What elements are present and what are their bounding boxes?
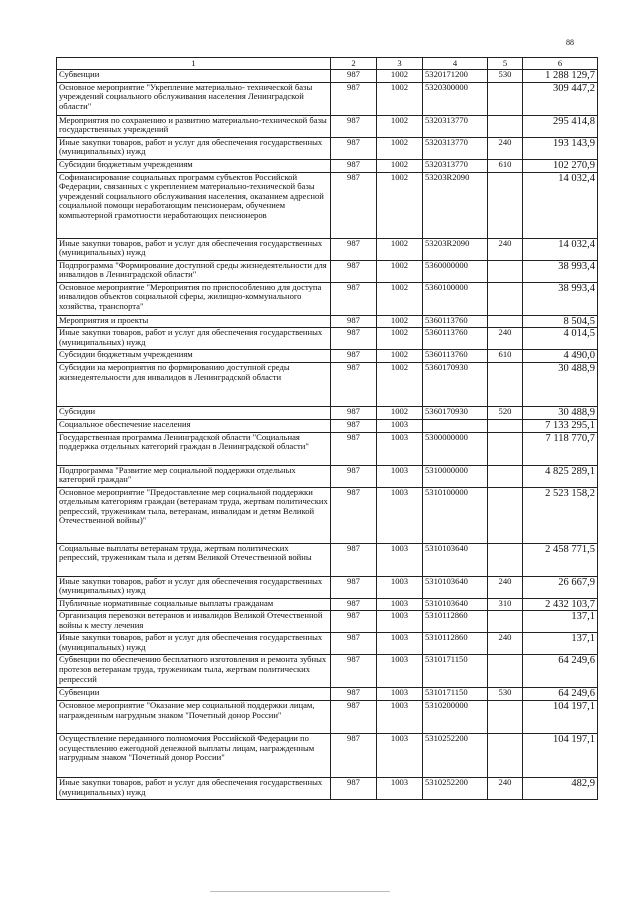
row-code-grbs-cell: 987 xyxy=(331,350,377,363)
row-expense-type-cell: 240 xyxy=(488,137,523,159)
row-name-cell: Субвенции xyxy=(57,70,331,83)
row-target-article-cell: 5310200000 xyxy=(423,701,488,734)
row-section-cell: 1003 xyxy=(377,611,423,633)
row-expense-type-cell xyxy=(488,363,523,407)
row-amount-cell: 102 270,9 xyxy=(523,159,598,172)
row-section-cell: 1002 xyxy=(377,350,423,363)
row-code-grbs-cell: 987 xyxy=(331,576,377,598)
table-row xyxy=(57,543,598,576)
row-name-cell: Субсидии xyxy=(57,407,331,420)
row-name-cell: Мероприятия по сохранению и развитию материально-технической базы государственных учреждений xyxy=(57,115,331,137)
row-expense-type-cell: 240 xyxy=(488,328,523,350)
page-number: 88 xyxy=(566,38,574,47)
row-target-article-cell: 5320300000 xyxy=(423,82,488,115)
row-target-article-cell xyxy=(423,419,488,432)
row-section-cell: 1003 xyxy=(377,487,423,543)
row-section-cell: 1003 xyxy=(377,465,423,487)
row-section-cell: 1003 xyxy=(377,576,423,598)
row-section-cell: 1003 xyxy=(377,655,423,688)
row-target-article-cell: 5310252200 xyxy=(423,734,488,778)
row-expense-type-cell xyxy=(488,82,523,115)
table-row xyxy=(57,363,598,407)
row-section-cell: 1002 xyxy=(377,82,423,115)
row-name-cell: Иные закупки товаров, работ и услуг для обеспечения государственных (муниципальных) нужд xyxy=(57,328,331,350)
row-name-cell: Публичные нормативные социальные выплаты гражданам xyxy=(57,598,331,611)
row-target-article-cell: 5320313770 xyxy=(423,137,488,159)
row-expense-type-cell xyxy=(488,172,523,238)
row-section-cell: 1003 xyxy=(377,778,423,800)
row-expense-type-cell: 520 xyxy=(488,407,523,420)
row-amount-cell: 137,1 xyxy=(523,633,598,655)
table-row xyxy=(57,419,598,432)
table-row xyxy=(57,172,598,238)
row-name-cell: Иные закупки товаров, работ и услуг для обеспечения государственных (муниципальных) нужд xyxy=(57,778,331,800)
row-section-cell: 1003 xyxy=(377,633,423,655)
table-row xyxy=(57,778,598,800)
row-amount-cell: 193 143,9 xyxy=(523,137,598,159)
row-expense-type-cell xyxy=(488,315,523,328)
row-amount-cell: 4 490,0 xyxy=(523,350,598,363)
column-header: 4 xyxy=(423,58,488,70)
row-section-cell: 1002 xyxy=(377,363,423,407)
table-row xyxy=(57,260,598,282)
table-row xyxy=(57,701,598,734)
row-code-grbs-cell: 987 xyxy=(331,172,377,238)
table-row xyxy=(57,238,598,260)
row-code-grbs-cell: 987 xyxy=(331,778,377,800)
row-code-grbs-cell: 987 xyxy=(331,159,377,172)
row-section-cell: 1002 xyxy=(377,407,423,420)
row-amount-cell: 309 447,2 xyxy=(523,82,598,115)
table-row xyxy=(57,82,598,115)
row-code-grbs-cell: 987 xyxy=(331,598,377,611)
row-amount-cell: 295 414,8 xyxy=(523,115,598,137)
table-row xyxy=(57,465,598,487)
row-amount-cell: 38 993,4 xyxy=(523,282,598,315)
row-expense-type-cell: 240 xyxy=(488,238,523,260)
column-header: 1 xyxy=(57,58,331,70)
row-code-grbs-cell: 987 xyxy=(331,611,377,633)
row-expense-type-cell: 240 xyxy=(488,778,523,800)
row-code-grbs-cell: 987 xyxy=(331,407,377,420)
row-section-cell: 1002 xyxy=(377,260,423,282)
row-amount-cell: 482,9 xyxy=(523,778,598,800)
row-target-article-cell: 5360170930 xyxy=(423,407,488,420)
row-section-cell: 1002 xyxy=(377,70,423,83)
row-code-grbs-cell: 987 xyxy=(331,115,377,137)
row-section-cell: 1002 xyxy=(377,137,423,159)
row-section-cell: 1003 xyxy=(377,688,423,701)
row-expense-type-cell xyxy=(488,655,523,688)
row-code-grbs-cell: 987 xyxy=(331,70,377,83)
row-amount-cell: 14 032,4 xyxy=(523,172,598,238)
table-row xyxy=(57,633,598,655)
row-code-grbs-cell: 987 xyxy=(331,282,377,315)
row-name-cell: Субвенции xyxy=(57,688,331,701)
row-code-grbs-cell: 987 xyxy=(331,487,377,543)
row-target-article-cell: 5310252200 xyxy=(423,778,488,800)
row-expense-type-cell: 610 xyxy=(488,159,523,172)
row-name-cell: Субсидии на мероприятия по формированию доступной среды жизнедеятельности для инвалидов в Ленинградской области xyxy=(57,363,331,407)
row-name-cell: Основное мероприятие "Мероприятия по приспособлению для доступа инвалидов объектов социальной сферы, жилищно-коммунального хозяйства, транспорта" xyxy=(57,282,331,315)
table-row xyxy=(57,137,598,159)
table-body xyxy=(57,70,598,800)
row-amount-cell: 4 825 289,1 xyxy=(523,465,598,487)
row-code-grbs-cell: 987 xyxy=(331,419,377,432)
row-expense-type-cell xyxy=(488,701,523,734)
row-section-cell: 1003 xyxy=(377,419,423,432)
row-amount-cell: 64 249,6 xyxy=(523,688,598,701)
row-section-cell: 1002 xyxy=(377,282,423,315)
row-amount-cell: 2 432 103,7 xyxy=(523,598,598,611)
row-code-grbs-cell: 987 xyxy=(331,543,377,576)
row-target-article-cell: 53203R2090 xyxy=(423,172,488,238)
table-row xyxy=(57,688,598,701)
row-amount-cell: 4 014,5 xyxy=(523,328,598,350)
row-expense-type-cell xyxy=(488,543,523,576)
table-row xyxy=(57,315,598,328)
table-row xyxy=(57,159,598,172)
row-amount-cell: 14 032,4 xyxy=(523,238,598,260)
row-expense-type-cell xyxy=(488,115,523,137)
row-name-cell: Субвенции по обеспечению бесплатного изготовления и ремонта зубных протезов ветеранам труда, труженикам тыла, жертвам политических репрессий xyxy=(57,655,331,688)
row-section-cell: 1003 xyxy=(377,598,423,611)
row-target-article-cell: 5360113760 xyxy=(423,315,488,328)
row-section-cell: 1002 xyxy=(377,328,423,350)
row-expense-type-cell xyxy=(488,260,523,282)
row-expense-type-cell: 530 xyxy=(488,70,523,83)
row-target-article-cell: 5310112860 xyxy=(423,611,488,633)
row-code-grbs-cell: 987 xyxy=(331,688,377,701)
table-row xyxy=(57,734,598,778)
row-expense-type-cell xyxy=(488,282,523,315)
row-expense-type-cell xyxy=(488,487,523,543)
row-target-article-cell: 5360113760 xyxy=(423,350,488,363)
row-amount-cell: 104 197,1 xyxy=(523,701,598,734)
row-section-cell: 1003 xyxy=(377,701,423,734)
row-amount-cell: 2 523 158,2 xyxy=(523,487,598,543)
row-code-grbs-cell: 987 xyxy=(331,734,377,778)
row-code-grbs-cell: 987 xyxy=(331,363,377,407)
row-amount-cell: 30 488,9 xyxy=(523,363,598,407)
row-section-cell: 1002 xyxy=(377,115,423,137)
table-row xyxy=(57,611,598,633)
row-amount-cell: 64 249,6 xyxy=(523,655,598,688)
row-section-cell: 1003 xyxy=(377,543,423,576)
row-section-cell: 1003 xyxy=(377,432,423,465)
row-amount-cell: 30 488,9 xyxy=(523,407,598,420)
row-expense-type-cell: 240 xyxy=(488,633,523,655)
table-row xyxy=(57,487,598,543)
row-target-article-cell: 5320313770 xyxy=(423,159,488,172)
row-amount-cell: 7 118 770,7 xyxy=(523,432,598,465)
row-name-cell: Социальные выплаты ветеранам труда, жертвам политических репрессий, труженикам тыла и детям Великой Отечественной войны xyxy=(57,543,331,576)
row-target-article-cell: 5320171200 xyxy=(423,70,488,83)
row-expense-type-cell: 610 xyxy=(488,350,523,363)
row-code-grbs-cell: 987 xyxy=(331,82,377,115)
scan-artifact-line xyxy=(210,891,390,892)
row-target-article-cell: 5310112860 xyxy=(423,633,488,655)
row-code-grbs-cell: 987 xyxy=(331,655,377,688)
row-amount-cell: 137,1 xyxy=(523,611,598,633)
row-expense-type-cell: 240 xyxy=(488,576,523,598)
header-row xyxy=(57,58,598,70)
row-expense-type-cell xyxy=(488,734,523,778)
row-target-article-cell: 5310000000 xyxy=(423,465,488,487)
row-section-cell: 1002 xyxy=(377,159,423,172)
row-target-article-cell: 5310171150 xyxy=(423,655,488,688)
row-amount-cell: 26 667,9 xyxy=(523,576,598,598)
row-name-cell: Основное мероприятие "Укрепление материально- технической базы учреждений социального обслуживания населения Ленинградской области" xyxy=(57,82,331,115)
row-target-article-cell: 5310103640 xyxy=(423,598,488,611)
row-target-article-cell: 5360000000 xyxy=(423,260,488,282)
row-code-grbs-cell: 987 xyxy=(331,238,377,260)
row-name-cell: Иные закупки товаров, работ и услуг для обеспечения государственных (муниципальных) нужд xyxy=(57,238,331,260)
table-row xyxy=(57,115,598,137)
row-name-cell: Субсидии бюджетным учреждениям xyxy=(57,350,331,363)
row-name-cell: Софинансирование социальных программ субъектов Российской Федерации, связанных с укреплением материально-технической базы учреждений социального обслуживания населения, оказанием адресной социальной помощи неработающим пенсионерам, обучением компьютерной грамотности неработающих пенсионеров xyxy=(57,172,331,238)
row-code-grbs-cell: 987 xyxy=(331,137,377,159)
row-code-grbs-cell: 987 xyxy=(331,328,377,350)
row-name-cell: Субсидии бюджетным учреждениям xyxy=(57,159,331,172)
row-section-cell: 1003 xyxy=(377,734,423,778)
row-name-cell: Мероприятия и проекты xyxy=(57,315,331,328)
row-name-cell: Организация перевозки ветеранов и инвалидов Великой Отечественной войны к месту лечения xyxy=(57,611,331,633)
table-row xyxy=(57,432,598,465)
row-name-cell: Подпрограмма "Развитие мер социальной поддержки отдельных категорий граждан" xyxy=(57,465,331,487)
row-expense-type-cell xyxy=(488,465,523,487)
row-name-cell: Основное мероприятие "Оказание мер социальной поддержки лицам, награжденным нагрудным знаком "Почетный донор России" xyxy=(57,701,331,734)
table-row xyxy=(57,598,598,611)
row-name-cell: Подпрограмма "Формирование доступной среды жизнедеятельности для инвалидов в Ленинградской области" xyxy=(57,260,331,282)
row-target-article-cell: 5310100000 xyxy=(423,487,488,543)
row-target-article-cell: 5360113760 xyxy=(423,328,488,350)
row-section-cell: 1002 xyxy=(377,315,423,328)
row-code-grbs-cell: 987 xyxy=(331,432,377,465)
budget-table xyxy=(56,57,598,800)
row-section-cell: 1002 xyxy=(377,172,423,238)
column-header: 5 xyxy=(488,58,523,70)
row-target-article-cell: 5310171150 xyxy=(423,688,488,701)
table-row xyxy=(57,328,598,350)
row-expense-type-cell xyxy=(488,432,523,465)
column-header: 6 xyxy=(523,58,598,70)
row-expense-type-cell: 530 xyxy=(488,688,523,701)
row-target-article-cell: 53203R2090 xyxy=(423,238,488,260)
row-amount-cell: 1 288 129,7 xyxy=(523,70,598,83)
column-header: 3 xyxy=(377,58,423,70)
row-amount-cell: 38 993,4 xyxy=(523,260,598,282)
table-row xyxy=(57,407,598,420)
row-expense-type-cell xyxy=(488,611,523,633)
row-name-cell: Иные закупки товаров, работ и услуг для обеспечения государственных (муниципальных) нужд xyxy=(57,576,331,598)
row-name-cell: Иные закупки товаров, работ и услуг для обеспечения государственных (муниципальных) нужд xyxy=(57,137,331,159)
row-name-cell: Социальное обеспечение населения xyxy=(57,419,331,432)
row-name-cell: Иные закупки товаров, работ и услуг для обеспечения государственных (муниципальных) нужд xyxy=(57,633,331,655)
table-row xyxy=(57,70,598,83)
row-target-article-cell: 5300000000 xyxy=(423,432,488,465)
row-target-article-cell: 5310103640 xyxy=(423,576,488,598)
row-expense-type-cell: 310 xyxy=(488,598,523,611)
row-code-grbs-cell: 987 xyxy=(331,633,377,655)
row-amount-cell: 2 458 771,5 xyxy=(523,543,598,576)
column-header: 2 xyxy=(331,58,377,70)
row-target-article-cell: 5310103640 xyxy=(423,543,488,576)
table-row xyxy=(57,576,598,598)
row-target-article-cell: 5360100000 xyxy=(423,282,488,315)
table-row xyxy=(57,350,598,363)
row-expense-type-cell xyxy=(488,419,523,432)
row-code-grbs-cell: 987 xyxy=(331,260,377,282)
row-target-article-cell: 5360170930 xyxy=(423,363,488,407)
row-code-grbs-cell: 987 xyxy=(331,315,377,328)
row-amount-cell: 7 133 295,1 xyxy=(523,419,598,432)
row-code-grbs-cell: 987 xyxy=(331,701,377,734)
row-target-article-cell: 5320313770 xyxy=(423,115,488,137)
row-section-cell: 1002 xyxy=(377,238,423,260)
row-name-cell: Осуществление переданного полномочия Российской Федерации по осуществлению ежегодной денежной выплаты лицам, награжденным нагрудным знаком "Почетный донор России" xyxy=(57,734,331,778)
row-code-grbs-cell: 987 xyxy=(331,465,377,487)
row-amount-cell: 104 197,1 xyxy=(523,734,598,778)
row-name-cell: Государственная программа Ленинградской области "Социальная поддержка отдельных категорий граждан в Ленинградской области" xyxy=(57,432,331,465)
row-amount-cell: 8 504,5 xyxy=(523,315,598,328)
row-name-cell: Основное мероприятие "Предоставление мер социальной поддержки отдельным категориям граждан (ветеранам труда, жертвам политических репрессий, труженикам тыла, ветеранам, инвалидам и детям Великой Отечественной войны)" xyxy=(57,487,331,543)
table-row xyxy=(57,655,598,688)
table-row xyxy=(57,282,598,315)
